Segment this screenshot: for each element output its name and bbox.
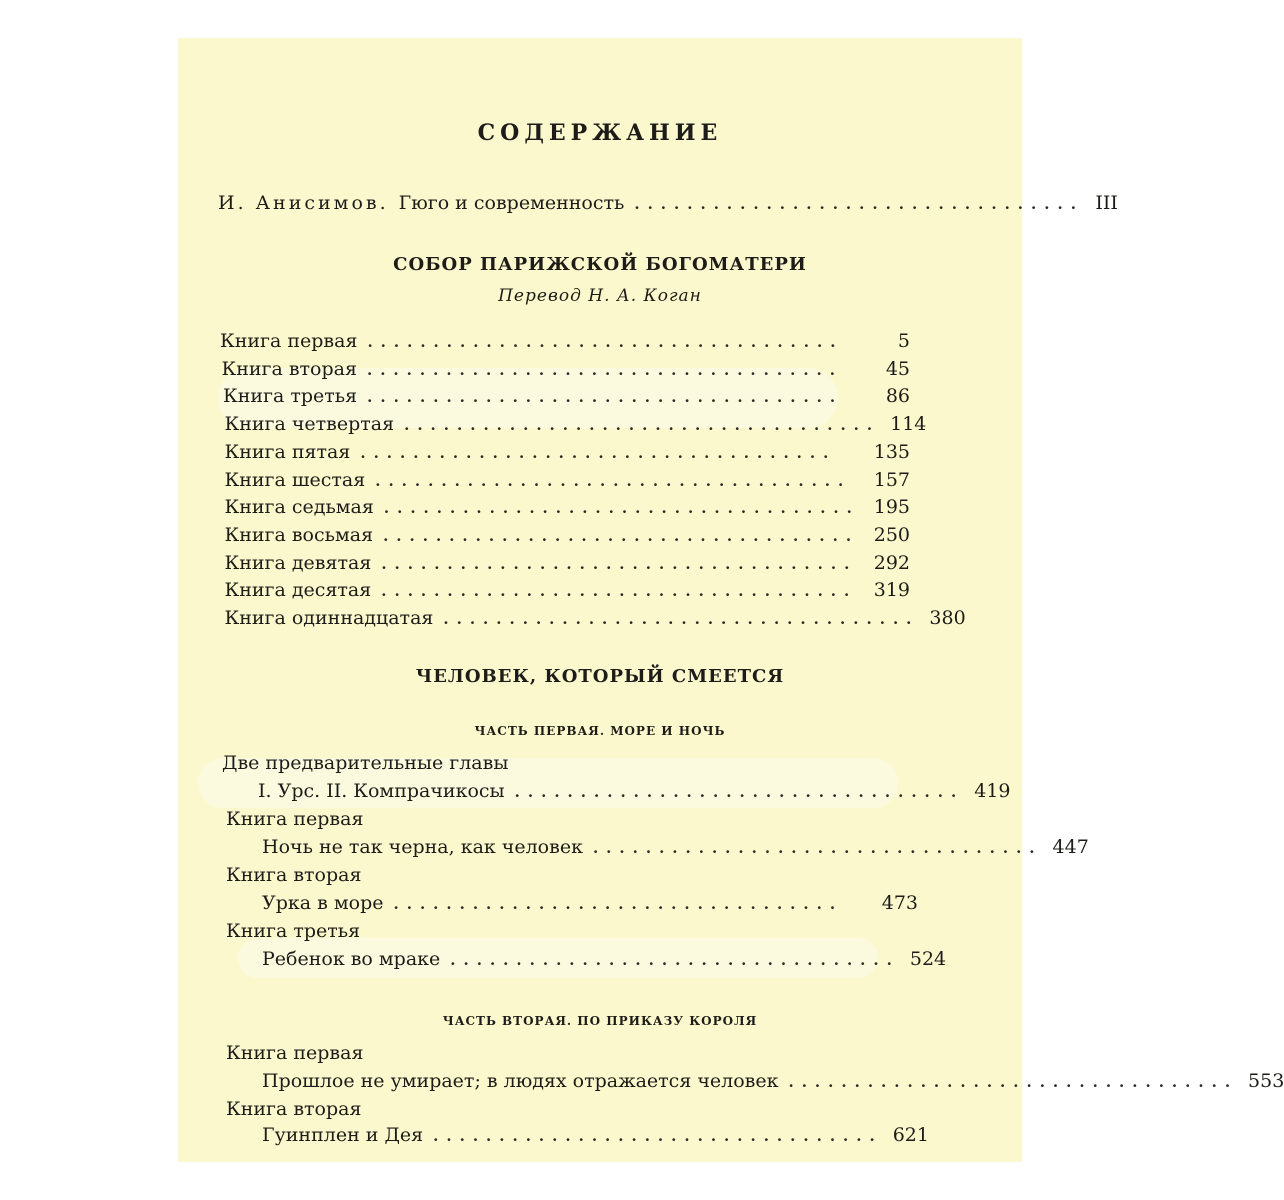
- entry-label: Гуинплен и Дея: [262, 1124, 424, 1146]
- chapter-page-number: 114: [890, 413, 927, 435]
- dot-leader: ..................................: [393, 895, 844, 913]
- chapter-label: Книга вторая: [221, 358, 357, 380]
- chapter-label: Книга десятая: [224, 579, 372, 601]
- group-label: Книга первая: [226, 1042, 364, 1064]
- chapter-page-number: 86: [885, 385, 910, 407]
- chapter-label: Книга восьмая: [224, 524, 374, 546]
- dot-leader: ..................................: [788, 1073, 1239, 1091]
- chapter-page-number: 292: [873, 552, 910, 574]
- toc-entry[interactable]: [262, 1068, 1284, 1094]
- entry-label: Прошлое не умирает; в людях отражается человек: [262, 1070, 779, 1092]
- toc-entry[interactable]: [258, 778, 1011, 804]
- dot-leader: ....................................: [404, 416, 881, 434]
- chapter-page-number: 195: [873, 496, 910, 518]
- intro-title: Гюго и современность: [398, 192, 625, 214]
- entry-page-number: 621: [892, 1124, 929, 1146]
- toc-entry-chapter[interactable]: [223, 383, 910, 409]
- toc-entry-chapter[interactable]: [224, 411, 927, 437]
- entry-page-number: 419: [974, 780, 1011, 802]
- dot-leader: ....................................: [366, 361, 843, 379]
- toc-entry-chapter[interactable]: [220, 328, 910, 354]
- chapter-label: Книга седьмая: [224, 496, 374, 518]
- toc-entry-chapter[interactable]: [224, 605, 966, 631]
- chapter-label: Книга шестая: [224, 469, 366, 491]
- toc-entry-chapter[interactable]: [225, 550, 911, 576]
- dot-leader: ..................................: [592, 839, 1043, 857]
- chapter-label: Книга пятая: [224, 441, 351, 463]
- toc-entry[interactable]: [262, 890, 918, 916]
- group-label: Книга первая: [226, 808, 364, 830]
- toc-entry-chapter[interactable]: [225, 467, 911, 493]
- dot-leader: ..................................: [514, 783, 965, 801]
- dot-leader: ....................................: [383, 499, 860, 517]
- entry-label: Ребенок во мраке: [262, 948, 441, 970]
- toc-entry-chapter[interactable]: [225, 439, 911, 465]
- part-heading-1: ЧАСТЬ ПЕРВАЯ. МОРЕ И НОЧЬ: [474, 724, 726, 738]
- toc-entry[interactable]: [262, 1122, 929, 1148]
- chapter-label: Книга одиннадцатая: [224, 607, 434, 629]
- chapter-page-number: 45: [885, 358, 910, 380]
- toc-entry[interactable]: [262, 834, 1089, 860]
- chapter-label: Книга третья: [223, 385, 358, 407]
- entry-label: Урка в море: [262, 892, 384, 914]
- group-label: Книга вторая: [226, 1098, 362, 1120]
- toc-entry-chapter[interactable]: [222, 356, 911, 382]
- dot-leader: ....................................: [367, 388, 844, 406]
- group-label: Две предварительные главы: [222, 752, 509, 774]
- chapter-page-number: 319: [873, 579, 910, 601]
- dot-leader: ..................................: [450, 951, 900, 969]
- intro-author: И. Анисимов.: [218, 192, 389, 214]
- translator-credit: Перевод Н. А. Коган: [498, 286, 702, 306]
- entry-page-number: 447: [1052, 836, 1089, 858]
- group-label: Книга третья: [226, 920, 361, 942]
- entry-page-number: 473: [881, 892, 918, 914]
- chapter-page-number: 157: [873, 469, 910, 491]
- chapter-label: Книга девятая: [224, 552, 372, 574]
- dot-leader: ....................................: [443, 610, 920, 628]
- chapter-page-number: 250: [873, 524, 910, 546]
- chapter-page-number: 380: [929, 607, 966, 629]
- entry-label: I. Урс. II. Компрачикосы: [258, 780, 505, 802]
- dot-leader: ....................................: [381, 555, 858, 573]
- chapter-label: Книга первая: [220, 330, 358, 352]
- dot-leader: ..................................: [433, 1127, 883, 1145]
- dot-leader: ....................................: [375, 472, 852, 490]
- entry-page-number: 553: [1248, 1070, 1284, 1092]
- toc-entry-chapter[interactable]: [225, 577, 911, 603]
- chapter-page-number: 5: [897, 330, 910, 352]
- dot-leader: ..................................: [634, 195, 1084, 213]
- book-page: [178, 38, 1284, 1162]
- chapter-page-number: 135: [873, 441, 910, 463]
- dot-leader: ....................................: [383, 527, 860, 545]
- toc-entry-intro[interactable]: [218, 190, 1118, 216]
- intro-page-number: III: [1095, 192, 1118, 214]
- toc-entry[interactable]: [262, 946, 947, 972]
- chapter-label: Книга четвертая: [224, 413, 395, 435]
- toc-entry-chapter[interactable]: [225, 494, 911, 520]
- book-title-man-who-laughs: ЧЕЛОВЕК, КОТОРЫЙ СМЕЕТСЯ: [415, 666, 785, 687]
- dot-leader: ....................................: [367, 333, 844, 351]
- part-heading-2: ЧАСТЬ ВТОРАЯ. ПО ПРИКАЗУ КОРОЛЯ: [442, 1014, 758, 1028]
- entry-page-number: 524: [909, 948, 947, 970]
- dot-leader: ....................................: [381, 582, 858, 600]
- entry-label: Ночь не так черна, как человек: [262, 836, 583, 858]
- dot-leader: ....................................: [360, 444, 837, 462]
- toc-entry-chapter[interactable]: [225, 522, 911, 548]
- group-label: Книга вторая: [226, 864, 362, 886]
- page-title: СОДЕРЖАНИЕ: [477, 120, 723, 146]
- book-title-notre-dame: СОБОР ПАРИЖСКОЙ БОГОМАТЕРИ: [393, 254, 807, 275]
